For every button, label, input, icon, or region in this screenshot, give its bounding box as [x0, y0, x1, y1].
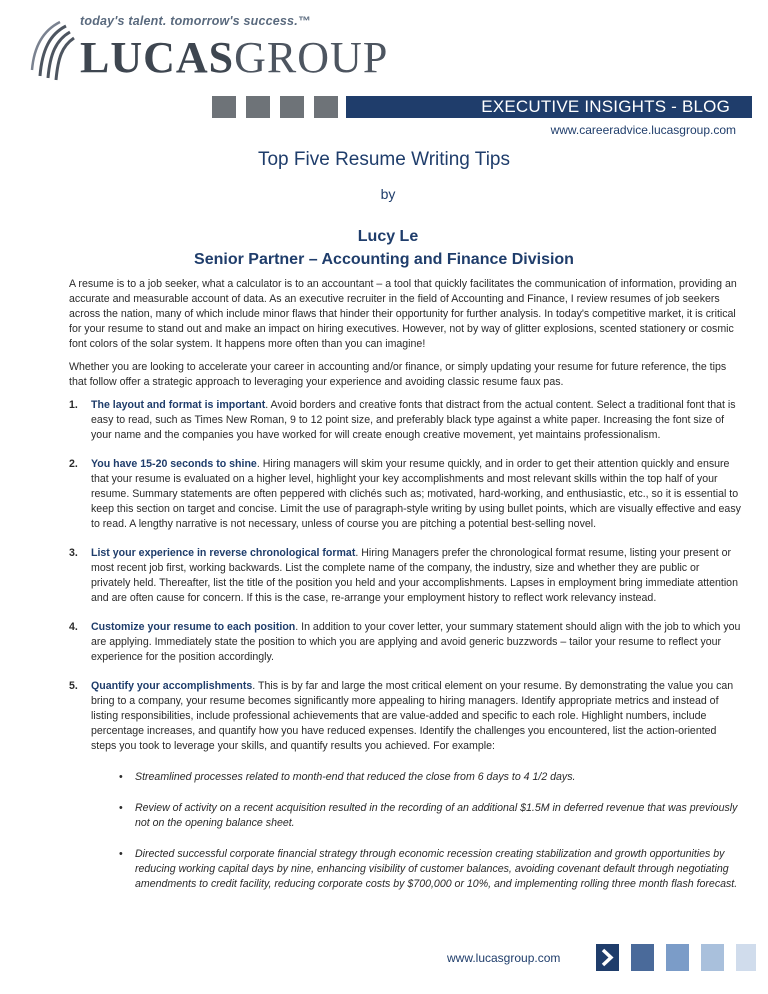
tip-number: 5. [69, 680, 78, 692]
author-role: Senior Partner – Accounting and Finance Division [194, 251, 574, 268]
footer-square [666, 944, 689, 971]
tip-text: . Avoid borders and creative fonts that distract from the actual content. Select a traditional font that is easy to read, such as Times New Roman, 9 to 12 point size, and preferably black type against a white paper. Increasing the font size of your name and the companies you have worked for will create enough creative movement, yet maintains professionalism. [91, 399, 736, 441]
logo-name-group: GROUP [234, 33, 389, 82]
bullet-text: Streamlined processes related to month-end that reduced the close from 6 days to 4 1/2 days. [135, 771, 576, 783]
tip-item [69, 398, 741, 443]
example-bullet [119, 770, 741, 785]
footer-chevron [596, 944, 619, 971]
tip-number: 1. [69, 399, 78, 411]
tip-item [69, 457, 741, 532]
tip-heading: You have 15-20 seconds to shine [91, 458, 257, 470]
tip-heading: List your experience in reverse chronological format [91, 547, 356, 559]
footer-square [631, 944, 654, 971]
bullet-text: Directed successful corporate financial strategy through economic recession creating stabilization and growth opportunities by reducing working capital days by nine, enhancing visibility of customer balances, avoiding covenant default through negotiating amendments to credit facility, reducing corporate costs by $700,000 or 10%, and implementing rolling three month flash forecast. [135, 848, 738, 890]
tip-item [69, 679, 741, 892]
article-title: Top Five Resume Writing Tips [257, 149, 510, 170]
example-bullet [119, 847, 741, 892]
bullet-dot-icon: • [119, 771, 123, 783]
footer-url-link[interactable]: www.lucasgroup.com [447, 951, 561, 965]
logo-name-lucas: LUCAS [80, 33, 235, 82]
tip-heading: Quantify your accomplishments [91, 680, 253, 692]
logo-mark-icon [28, 20, 78, 82]
tip-text: . Hiring Managers prefer the chronological format resume, listing your present or most recent job first, working backwards. List the complete name of the company, the industry, size and whether they are public or privately held. Thereafter, list the title of the position you held and your accomplishments. Lapses in employment bring immediate attention and are often cause for concern. If this is the case, re-arrange your employment history to reflect work relevancy instead. [91, 547, 738, 604]
intro-paragraph: A resume is to a job seeker, what a calculator is to an accountant – a tool that quickly facilitates the communication of information, providing an accurate and measurable account of data. As an executive recruiter in the field of Accounting and Finance, I review resumes of job seekers across the nation, many of which include minor flaws that hinder their opportunity for further analysis. In today's competitive market, it is critical for your resume to stand out and make an impact on hiring executives. However, not by way of glitter explosions, scented stationery or cosmic font colors of the solar system. It happens more often than you can imagine! [69, 278, 737, 350]
footer-square [736, 944, 756, 971]
bullet-dot-icon: • [119, 802, 123, 814]
band-title: EXECUTIVE INSIGHTS - BLOG [481, 97, 730, 116]
byline-by: by [380, 186, 396, 202]
tip-number: 2. [69, 458, 78, 470]
tip-number: 4. [69, 621, 78, 633]
intro-paragraph: Whether you are looking to accelerate your career in accounting and/or finance, or simply updating your resume for future reference, the tips that follow offer a strategic approach to leveraging your experience and avoiding classic resume faux pas. [69, 361, 727, 388]
chevron-right-icon [596, 944, 619, 971]
tip-item [69, 620, 741, 665]
tip-heading: Customize your resume to each position [91, 621, 296, 633]
bullet-text: Review of activity on a recent acquisition resulted in the recording of an additional $1.5M in deferred revenue that was previously not on the opening balance sheet. [135, 802, 738, 829]
blog-url-link[interactable]: www.careeradvice.lucasgroup.com [550, 123, 736, 137]
header-square [314, 96, 338, 118]
header-square [246, 96, 270, 118]
tip-number: 3. [69, 547, 78, 559]
article-body [69, 277, 741, 908]
logo-wordmark [80, 33, 389, 82]
header-square [280, 96, 304, 118]
example-bullets [119, 770, 741, 892]
tip-text: . Hiring managers will skim your resume quickly, and in order to get their attention quickly and ensure that your resume is evaluated on a higher level, highlight your key accomplishments and most relevant skills within the top half of your resume. Summary statements are often peppered with clichés such as; motivated, hard-working, and enthusiastic, etc., so it is essential to keep this section on target and concise. Limit the use of paragraph-style writing by using bullet points, which are visually effective and easy to read. A lengthy narrative is not necessary, unless of course you are pitching a potential best-selling novel. [91, 458, 741, 530]
lucas-group-logo [28, 14, 389, 84]
tip-heading: The layout and format is important [91, 399, 266, 411]
tip-item [69, 546, 741, 606]
tip-text: . This is by far and large the most critical element on your resume. By demonstrating the value you can bring to a company, your resume becomes significantly more appealing to hiring managers. Identify appropriate metrics and instead of listing responsibilities, include professional achievements that are value-added and specific to each role. Highlight numbers, include percentage increases, and quantify how you have reduced expenses. Identify the challenges you encountered, list the action-oriented steps you took to leverage your skills, and quantify results you achieved. For example: [91, 680, 734, 752]
author-name: Lucy Le [357, 228, 419, 245]
bullet-dot-icon: • [119, 848, 123, 860]
tip-text: . In addition to your cover letter, your summary statement should align with the job to which you are applying. Immediately state the position to which you are applying and avoid generic buzzwords – tailor your resume to reflect your experience for the position accordingly. [91, 621, 741, 663]
header-band [346, 96, 752, 118]
tips-list [69, 398, 741, 892]
example-bullet [119, 801, 741, 831]
footer-square [701, 944, 724, 971]
logo-tagline: today's talent. tomorrow's success.™ [80, 14, 311, 28]
header-square [212, 96, 236, 118]
